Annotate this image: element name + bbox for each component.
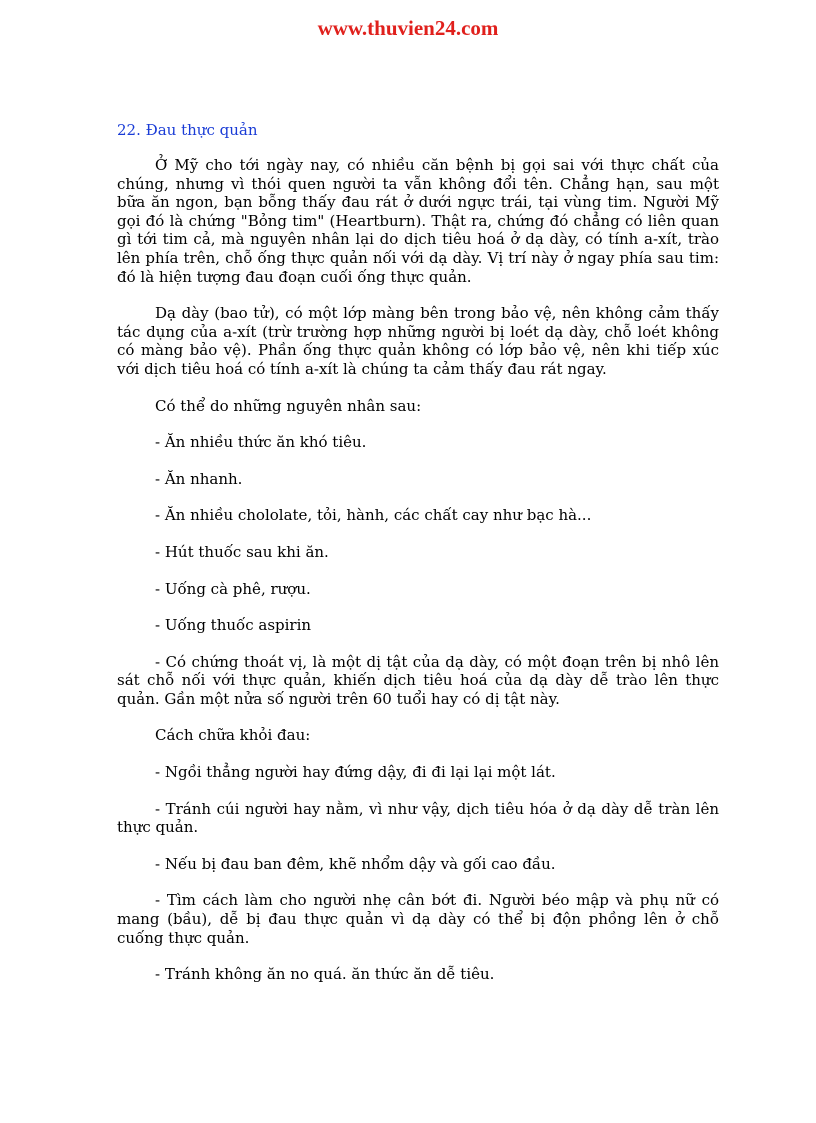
- list-item-cause: - Ăn nhiều thức ăn khó tiêu.: [155, 433, 367, 452]
- list-item-cause: - Ăn nhanh.: [155, 469, 243, 488]
- list-item-cause: - Hút thuốc sau khi ăn.: [155, 542, 329, 561]
- list-item-remedy: - Tìm cách làm cho người nhẹ cân bớt đi. Người béo mập và phụ nữ có mang (bầu), dễ bị đau thực quản vì dạ dày có thể bị độn phồng lên ở chỗ cuống thực quản.: [117, 891, 719, 947]
- paragraph-intro: Ở Mỹ cho tới ngày nay, có nhiều căn bệnh bị gọi sai với thực chất của chúng, nhưng vì thói quen người ta vẫn không đổi tên. Chẳng hạn, sau một bữa ăn ngon, bạn bỗng thấy đau rát ở dưới ngực trái, tại vùng tim. Người Mỹ gọi đó là chứng "Bỏng tim" (Heartburn). Thật ra, chứng đó chẳng có liên quan gì tới tim cả, mà nguyên nhân lại do dịch tiêu hoá ở dạ dày, có tính a-xít, trào lên phía trên, chỗ ống thực quản nối với dạ dày. Vị trí này ở ngay phía sau tim: đó là hiện tượng đau đoạn cuối ống thực quản.: [117, 156, 719, 286]
- paragraph-remedies-heading: Cách chữa khỏi đau:: [155, 726, 311, 745]
- list-item-cause: - Ăn nhiều chololate, tỏi, hành, các chất cay như bạc hà...: [155, 506, 592, 525]
- list-item-remedy: - Tránh không ăn no quá. ăn thức ăn dễ tiêu.: [155, 965, 495, 984]
- list-item-remedy: - Ngồi thẳng người hay đứng dậy, đi đi lại lại một lát.: [155, 763, 556, 782]
- list-item-remedy: - Tránh cúi người hay nằm, vì như vậy, dịch tiêu hóa ở dạ dày dễ tràn lên thực quản.: [117, 799, 719, 837]
- article-title: 22. Đau thực quản: [117, 121, 258, 139]
- paragraph-stomach: Dạ dày (bao tử), có một lớp màng bên trong bảo vệ, nên không cảm thấy tác dụng của a-xít (trừ trường hợp những người bị loét dạ dày, chỗ loét không có màng bảo vệ). Phần ống thực quản không có lớp bảo vệ, nên khi tiếp xúc với dịch tiêu hoá có tính a-xít là chúng ta cảm thấy đau rát ngay.: [117, 304, 719, 378]
- list-item-remedy: - Nếu bị đau ban đêm, khẽ nhổm dậy và gối cao đầu.: [155, 854, 556, 873]
- paragraph-causes-heading: Có thể do những nguyên nhân sau:: [155, 396, 422, 415]
- list-item-cause: - Có chứng thoát vị, là một dị tật của dạ dày, có một đoạn trên bị nhô lên sát chỗ nối với thực quản, khiến dịch tiêu hoá của dạ dày dễ trào lên thực quản. Gần một nửa số người trên 60 tuổi hay có dị tật này.: [117, 652, 719, 708]
- article: [117, 121, 719, 1002]
- list-item-cause: - Uống thuốc aspirin: [155, 616, 312, 635]
- site-header-link[interactable]: www.thuvien24.com: [317, 16, 499, 40]
- list-item-cause: - Uống cà phê, rượu.: [155, 579, 311, 598]
